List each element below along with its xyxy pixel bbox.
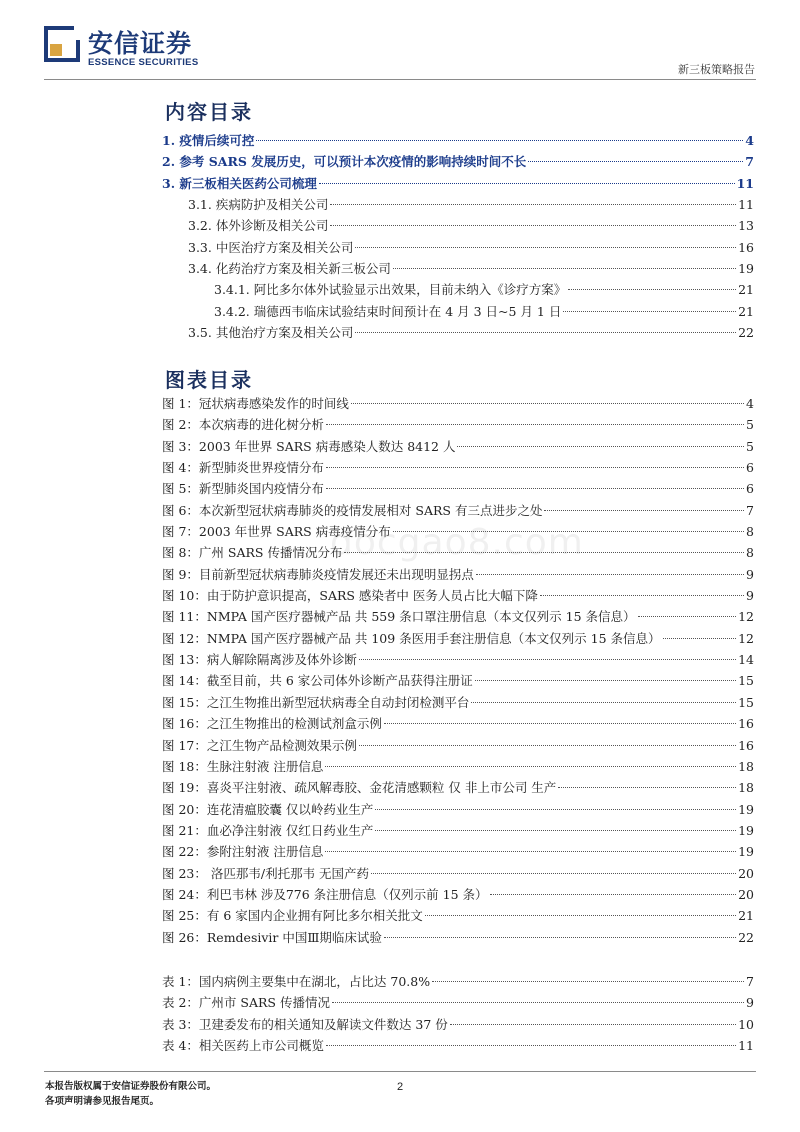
dot-leader: [476, 574, 744, 575]
dot-leader: [475, 680, 736, 681]
dot-leader: [375, 809, 736, 810]
contents-entry-label: 3.4. 化药治疗方案及相关新三板公司: [188, 261, 391, 277]
dot-leader: [326, 488, 744, 489]
figure-entry-page: 19: [738, 822, 754, 838]
figures-list: [162, 393, 754, 948]
figure-entry-label: 图 10：由于防护意识提高，SARS 感染者中 医务人员占比大幅下降: [162, 588, 538, 604]
figure-entry[interactable]: [162, 606, 754, 627]
dot-leader: [330, 204, 736, 205]
contents-entry-label: 3.3. 中医治疗方案及相关公司: [188, 239, 354, 255]
figure-entry[interactable]: [162, 884, 754, 905]
contents-entry[interactable]: [162, 322, 754, 343]
figure-entry[interactable]: [162, 457, 754, 478]
contents-entry-page: 22: [738, 325, 754, 341]
figure-entry-page: 12: [738, 630, 754, 646]
figure-entry-label: 图 2：本次病毒的进化树分析: [162, 417, 324, 433]
figure-entry-label: 图 11：NMPA 国产医疗器械产品 共 559 条口罩注册信息（本文仅列示 15 条信息）: [162, 609, 636, 625]
figure-entry-label: 图 14：截至目前，共 6 家公司体外诊断产品获得注册证: [162, 673, 473, 689]
footer-copyright: 本报告版权属于安信证券股份有限公司。: [45, 1081, 217, 1092]
figure-entry-label: 图 9：目前新型冠状病毒肺炎疫情发展还未出现明显拐点: [162, 566, 474, 582]
figure-entry-page: 8: [746, 545, 754, 561]
dot-leader: [457, 446, 744, 447]
dot-leader: [425, 915, 736, 916]
dot-leader: [325, 851, 736, 852]
table-entry-page: 11: [738, 1038, 754, 1054]
figure-entry[interactable]: [162, 649, 754, 670]
brand-name-en: ESSENCE SECURITIES: [88, 57, 199, 68]
figure-entry-page: 6: [746, 481, 754, 497]
dot-leader: [393, 268, 736, 269]
dot-leader: [325, 766, 736, 767]
figure-entry-label: 图 1：冠状病毒感染发作的时间线: [162, 396, 349, 411]
figure-entry-page: 5: [746, 438, 754, 454]
figure-entry-label: 图 24：利巴韦林 涉及776 条注册信息（仅列示前 15 条）: [162, 886, 488, 902]
contents-entry-label: 2. 参考 SARS 发展历史，可以预计本次疫情的影响持续时间不长: [162, 154, 527, 170]
contents-entry[interactable]: [162, 173, 754, 194]
figure-entry-page: 16: [738, 716, 754, 732]
table-entry[interactable]: [162, 1014, 754, 1035]
figure-entry[interactable]: [162, 478, 754, 499]
figure-entry[interactable]: [162, 414, 754, 435]
dot-leader: [450, 1024, 736, 1025]
figures-title: 图表目录: [165, 368, 253, 392]
figure-entry-page: 21: [738, 908, 754, 924]
dot-leader: [563, 311, 736, 312]
contents-entry-page: 11: [738, 197, 754, 213]
figure-entry-page: 9: [746, 588, 754, 604]
contents-entry[interactable]: [162, 237, 754, 258]
contents-entry-page: 13: [738, 218, 754, 234]
tables-list: [162, 971, 754, 1056]
figure-entry[interactable]: [162, 564, 754, 585]
dot-leader: [558, 787, 736, 788]
figure-entry-page: 12: [738, 609, 754, 625]
figure-entry-label: 图 18：生脉注射液 注册信息: [162, 758, 324, 774]
contents-entry[interactable]: [162, 279, 754, 300]
contents-entry-label: 1. 疫情后续可控: [162, 133, 255, 148]
figure-entry[interactable]: [162, 905, 754, 926]
contents-entry[interactable]: [162, 194, 754, 215]
table-entry[interactable]: [162, 971, 754, 992]
figure-entry-label: 图 4：新型肺炎世界疫情分布: [162, 460, 324, 476]
dot-leader: [663, 638, 737, 639]
contents-entry-page: 11: [736, 175, 754, 191]
figure-entry[interactable]: [162, 713, 754, 734]
dot-leader: [355, 247, 736, 248]
page-number: 2: [397, 1081, 404, 1093]
report-type-label: 新三板策略报告: [678, 63, 755, 76]
figure-entry-label: 图 6：本次新型冠状病毒肺炎的疫情发展相对 SARS 有三点进步之处: [162, 502, 543, 518]
dot-leader: [371, 873, 736, 874]
figure-entry-label: 图 23： 洛匹那韦/利托那韦 无国产药: [162, 865, 370, 881]
figure-entry-label: 图 16：之江生物推出的检测试剂盒示例: [162, 716, 382, 732]
contents-entry-page: 21: [738, 282, 754, 298]
table-entry[interactable]: [162, 1035, 754, 1056]
dot-leader: [544, 510, 744, 511]
contents-entry-label: 3.4.2. 瑞德西韦临床试验结束时间预计在 4 月 3 日~5 月 1 日: [214, 303, 562, 319]
dot-leader: [330, 225, 736, 226]
contents-entry-label: 3.1. 疾病防护及相关公司: [188, 197, 329, 213]
figure-entry-page: 4: [746, 396, 754, 411]
figure-entry-label: 图 21：血必净注射液 仅红日药业生产: [162, 822, 374, 838]
figure-entry[interactable]: [162, 820, 754, 841]
figure-entry-page: 18: [738, 780, 754, 796]
figure-entry-page: 5: [746, 417, 754, 433]
header-divider: [44, 79, 756, 80]
dot-leader: [638, 616, 737, 617]
figure-entry-label: 图 25：有 6 家国内企业拥有阿比多尔相关批文: [162, 908, 423, 924]
figure-entry-label: 图 26：Remdesivir 中国Ⅲ期临床试验: [162, 929, 382, 945]
figure-entry[interactable]: [162, 585, 754, 606]
contents-entry[interactable]: [162, 301, 754, 322]
table-entry-page: 7: [746, 974, 754, 989]
figure-entry-label: 图 22：参附注射液 注册信息: [162, 844, 324, 860]
table-entry-page: 9: [746, 995, 754, 1011]
figure-entry-page: 15: [738, 694, 754, 710]
figure-entry-label: 图 20：连花清瘟胶囊 仅以岭药业生产: [162, 801, 374, 817]
figure-entry-page: 20: [738, 886, 754, 902]
contents-entry-page: 7: [745, 154, 754, 170]
figure-entry[interactable]: [162, 863, 754, 884]
contents-entry-label: 3.2. 体外诊断及相关公司: [188, 218, 329, 234]
brand-name-cn: 安信证券: [88, 29, 193, 58]
figure-entry[interactable]: [162, 500, 754, 521]
figure-entry[interactable]: [162, 756, 754, 777]
footer-disclaimer: 各项声明请参见报告尾页。: [45, 1096, 160, 1107]
figure-entry[interactable]: [162, 927, 754, 948]
dot-leader: [326, 1045, 736, 1046]
figure-entry-page: 6: [746, 460, 754, 476]
dot-leader: [351, 403, 744, 404]
figure-entry[interactable]: [162, 393, 754, 414]
dot-leader: [568, 289, 736, 290]
figure-entry[interactable]: [162, 436, 754, 457]
figure-entry[interactable]: [162, 799, 754, 820]
figure-entry-page: 9: [746, 566, 754, 582]
figure-entry-page: 14: [738, 652, 754, 668]
figure-entry-page: 15: [738, 673, 754, 689]
contents-entry-label: 3. 新三板相关医药公司梳理: [162, 175, 317, 191]
contents-entry[interactable]: [162, 258, 754, 279]
table-entry[interactable]: [162, 992, 754, 1013]
contents-entry-page: 19: [738, 261, 754, 277]
contents-entry-page: 16: [738, 239, 754, 255]
figure-entry[interactable]: [162, 841, 754, 862]
figure-entry-page: 19: [738, 844, 754, 860]
figure-entry-label: 图 19：喜炎平注射液、疏风解毒胶、金花清感颗粒 仅 非上市公司 生产: [162, 780, 557, 796]
dot-leader: [326, 424, 744, 425]
figure-entry-page: 18: [738, 758, 754, 774]
dot-leader: [359, 745, 736, 746]
footer-divider: [44, 1071, 756, 1072]
figure-entry-page: 16: [738, 737, 754, 753]
figure-entry-label: 图 7：2003 年世界 SARS 病毒疫情分布: [162, 524, 391, 540]
dot-leader: [528, 161, 743, 162]
dot-leader: [256, 140, 743, 141]
figure-entry-label: 图 15：之江生物推出新型冠状病毒全自动封闭检测平台: [162, 694, 470, 710]
dot-leader: [375, 830, 736, 831]
dot-leader: [326, 467, 744, 468]
dot-leader: [359, 659, 736, 660]
table-entry-page: 10: [738, 1016, 754, 1032]
figure-entry[interactable]: [162, 670, 754, 691]
essence-securities-logo: [44, 26, 80, 62]
dot-leader: [490, 894, 737, 895]
dot-leader: [355, 332, 736, 333]
dot-leader: [319, 183, 735, 184]
figure-entry-label: 图 8：广州 SARS 传播情况分布: [162, 545, 343, 561]
table-entry-label: 表 1：国内病例主要集中在湖北，占比达 70.8%: [162, 974, 431, 989]
figure-entry-page: 8: [746, 524, 754, 540]
contents-entry[interactable]: [162, 130, 754, 151]
contents-entry-page: 4: [745, 133, 754, 148]
figure-entry[interactable]: [162, 777, 754, 798]
dot-leader: [384, 723, 736, 724]
figure-entry-label: 图 17：之江生物产品检测效果示例: [162, 737, 357, 753]
figure-entry[interactable]: [162, 692, 754, 713]
dot-leader: [471, 702, 736, 703]
contents-entry-label: 3.5. 其他治疗方案及相关公司: [188, 325, 354, 341]
table-entry-label: 表 2：广州市 SARS 传播情况: [162, 995, 330, 1011]
dot-leader: [540, 595, 744, 596]
figure-entry-page: 7: [746, 502, 754, 518]
figure-entry-label: 图 3：2003 年世界 SARS 病毒感染人数达 8412 人: [162, 438, 456, 454]
figure-entry[interactable]: [162, 735, 754, 756]
figure-entry-page: 19: [738, 801, 754, 817]
table-entry-label: 表 3：卫建委发布的相关通知及解读文件数达 37 份: [162, 1016, 448, 1032]
contents-entry[interactable]: [162, 215, 754, 236]
figure-entry-label: 图 13：病人解除隔离涉及体外诊断: [162, 652, 357, 668]
contents-entry[interactable]: [162, 151, 754, 172]
dot-leader: [384, 937, 736, 938]
contents-title: 内容目录: [165, 100, 253, 124]
contents-entry-page: 21: [738, 303, 754, 319]
figure-entry-label: 图 5：新型肺炎国内疫情分布: [162, 481, 324, 497]
figure-entry[interactable]: [162, 628, 754, 649]
dot-leader: [332, 1002, 744, 1003]
contents-list: [162, 130, 754, 343]
table-entry-label: 表 4：相关医药上市公司概览: [162, 1038, 324, 1054]
watermark: docgao8.com: [330, 522, 584, 563]
dot-leader: [432, 981, 744, 982]
figure-entry-page: 22: [738, 929, 754, 945]
figure-entry-label: 图 12：NMPA 国产医疗器械产品 共 109 条医用手套注册信息（本文仅列示 15 条信息）: [162, 630, 661, 646]
contents-entry-label: 3.4.1. 阿比多尔体外试验显示出效果，目前未纳入《诊疗方案》: [214, 282, 567, 298]
figure-entry-page: 20: [738, 865, 754, 881]
